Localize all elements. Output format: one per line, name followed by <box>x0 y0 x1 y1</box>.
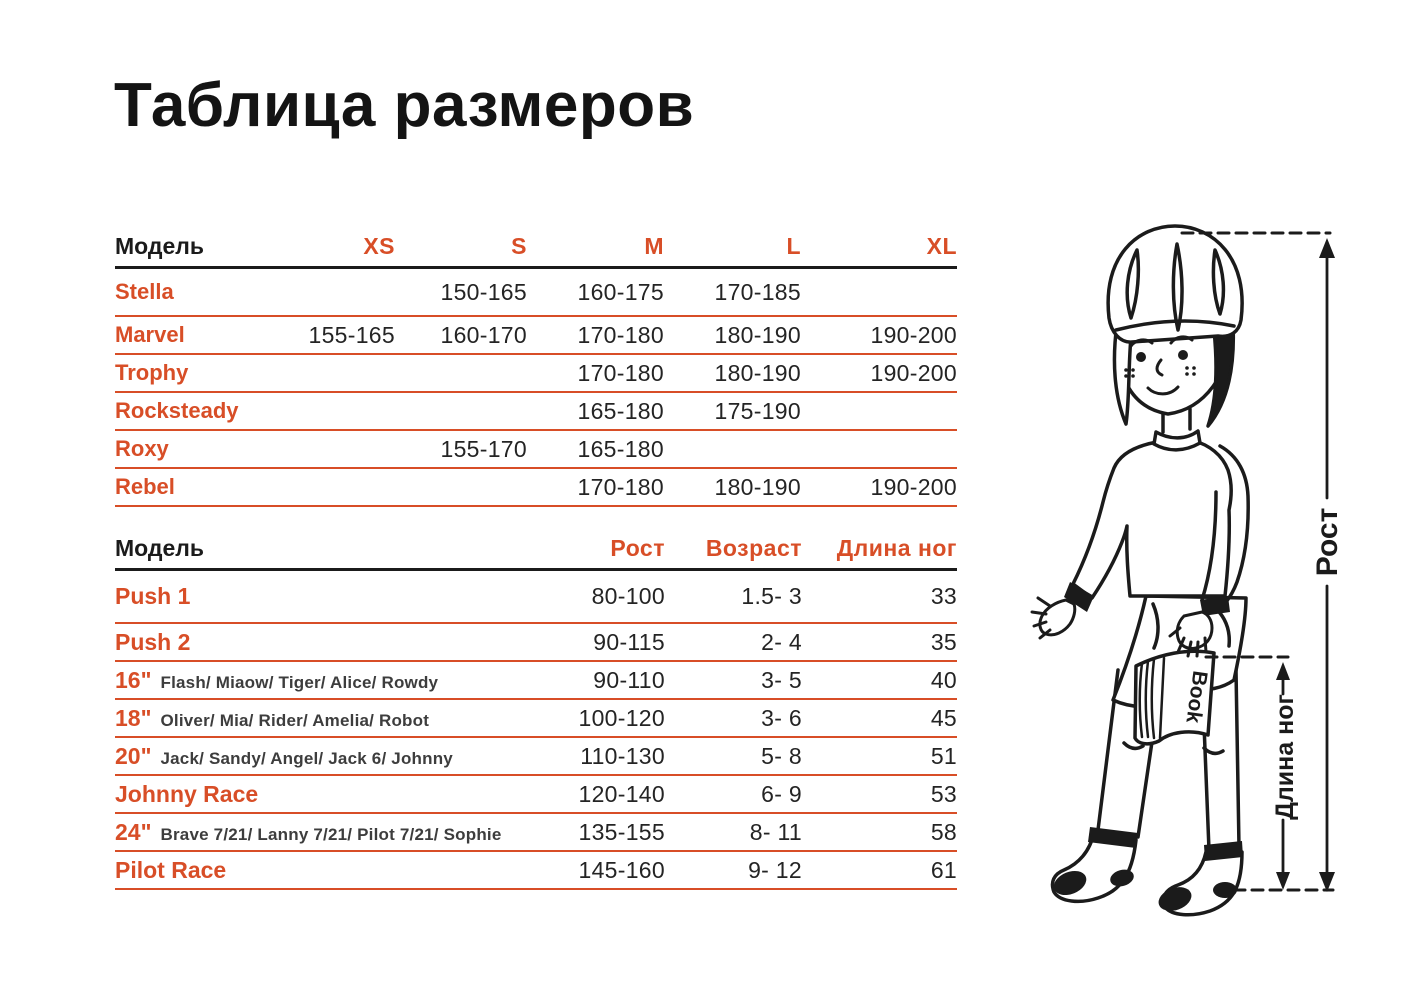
leg-length: 35 <box>930 628 957 655</box>
age-range: 5- 8 <box>761 742 802 769</box>
height-range: 135-155 <box>578 818 665 845</box>
header-model: Модель <box>115 232 205 259</box>
collar <box>1154 431 1200 450</box>
model-name: Marvel <box>115 322 185 347</box>
leg-length: 61 <box>930 856 957 883</box>
leg-length: 53 <box>930 780 957 807</box>
table-row <box>115 852 957 890</box>
table-row <box>115 469 957 507</box>
model-cell <box>115 781 535 808</box>
size-m: 165-180 <box>577 397 664 424</box>
leg-length: 45 <box>930 704 957 731</box>
size-m: 160-175 <box>577 278 664 305</box>
model-name: Push 2 <box>115 628 191 655</box>
size-xs: 155-165 <box>308 321 395 348</box>
left-hand <box>1040 600 1075 635</box>
header-s: S <box>511 232 527 259</box>
size-xl: 190-200 <box>870 321 957 348</box>
leg-length: 51 <box>930 742 957 769</box>
model-name: Pilot Race <box>115 856 227 883</box>
left-eye <box>1136 352 1146 362</box>
table-row <box>115 700 957 738</box>
model-name: 20" <box>115 742 152 769</box>
size-xl: 190-200 <box>870 473 957 500</box>
table-row <box>115 624 957 662</box>
right-knee-mark <box>1204 748 1223 753</box>
height-range: 100-120 <box>578 704 665 731</box>
submodel-list: Oliver/ Mia/ Rider/ Amelia/ Robot <box>160 710 430 730</box>
model-cell <box>115 743 535 770</box>
model-name: Push 1 <box>115 583 191 609</box>
model-name: 16" <box>115 666 152 693</box>
submodel-list: Flash/ Miaow/ Tiger/ Alice/ Rowdy <box>160 672 439 692</box>
adult-table-header <box>115 226 957 269</box>
table-row <box>115 269 957 317</box>
header-xs: XS <box>363 232 395 259</box>
model-name: Roxy <box>115 436 169 461</box>
size-l: 180-190 <box>714 359 801 386</box>
table-row <box>115 393 957 431</box>
size-s: 155-170 <box>440 435 527 462</box>
right-leg <box>1236 670 1239 847</box>
size-m: 170-180 <box>577 473 664 500</box>
size-s: 160-170 <box>440 321 527 348</box>
table-row <box>115 571 957 624</box>
header-leg: Длина ног <box>836 534 957 561</box>
table-row <box>115 662 957 700</box>
header-model: Модель <box>115 534 205 561</box>
leg-arrowhead-top <box>1276 662 1290 680</box>
size-l: 180-190 <box>714 473 801 500</box>
height-range: 145-160 <box>578 856 665 883</box>
model-cell <box>115 629 535 656</box>
model-name: Trophy <box>115 360 189 385</box>
leg-length-measure-label: Длина ног <box>1271 694 1299 820</box>
size-l: 180-190 <box>714 321 801 348</box>
book-label: Book <box>1181 669 1212 725</box>
height-measure-label: Рост <box>1311 507 1344 577</box>
height-arrowhead-top <box>1319 238 1335 258</box>
submodel-list: Jack/ Sandy/ Angel/ Jack 6/ Johnny <box>160 748 453 768</box>
header-l: L <box>786 232 801 259</box>
model-name: 24" <box>115 818 152 845</box>
age-range: 9- 12 <box>748 856 802 883</box>
size-m: 165-180 <box>577 435 664 462</box>
tables-area <box>115 226 957 890</box>
height-range: 120-140 <box>578 780 665 807</box>
size-l: 175-190 <box>714 397 801 424</box>
model-name: Stella <box>115 279 174 304</box>
leg-arrowhead-bottom <box>1276 872 1290 890</box>
height-range: 90-110 <box>593 666 665 693</box>
table-row <box>115 738 957 776</box>
child-measurement-illustration <box>1020 200 1419 960</box>
size-m: 170-180 <box>577 359 664 386</box>
right-eye <box>1178 350 1188 360</box>
header-height: Рост <box>610 534 665 561</box>
model-cell <box>115 819 535 846</box>
age-range: 2- 4 <box>761 628 802 655</box>
model-cell <box>115 583 535 610</box>
height-range: 90-115 <box>593 628 665 655</box>
model-cell <box>115 705 535 732</box>
kids-table-header <box>115 528 957 571</box>
leg-length: 40 <box>930 666 957 693</box>
table-row <box>115 355 957 393</box>
header-xl: XL <box>926 232 957 259</box>
table-gap <box>115 507 957 528</box>
table-row <box>115 317 957 355</box>
model-name: Rocksteady <box>115 398 239 423</box>
page-title: Таблица размеров <box>114 71 695 140</box>
model-name: 18" <box>115 704 152 731</box>
size-s: 150-165 <box>440 278 527 305</box>
age-range: 3- 6 <box>761 704 802 731</box>
submodel-list: Brave 7/21/ Lanny 7/21/ Pilot 7/21/ Sophie <box>160 824 502 844</box>
table-row <box>115 431 957 469</box>
height-range: 80-100 <box>591 583 665 609</box>
header-m: M <box>644 232 664 259</box>
age-range: 3- 5 <box>761 666 802 693</box>
size-l: 170-185 <box>714 278 801 305</box>
height-range: 110-130 <box>580 742 665 769</box>
size-xl: 190-200 <box>870 359 957 386</box>
leg-length: 58 <box>930 818 957 845</box>
model-name: Johnny Race <box>115 780 259 807</box>
age-range: 6- 9 <box>761 780 802 807</box>
size-m: 170-180 <box>577 321 664 348</box>
age-range: 1.5- 3 <box>741 583 802 609</box>
age-range: 8- 11 <box>749 818 802 845</box>
table-row <box>115 776 957 814</box>
model-cell <box>115 667 535 694</box>
leg-length: 33 <box>930 583 957 609</box>
model-name: Rebel <box>115 474 175 499</box>
header-age: Возраст <box>705 534 802 561</box>
model-cell <box>115 857 535 884</box>
table-row <box>115 814 957 852</box>
